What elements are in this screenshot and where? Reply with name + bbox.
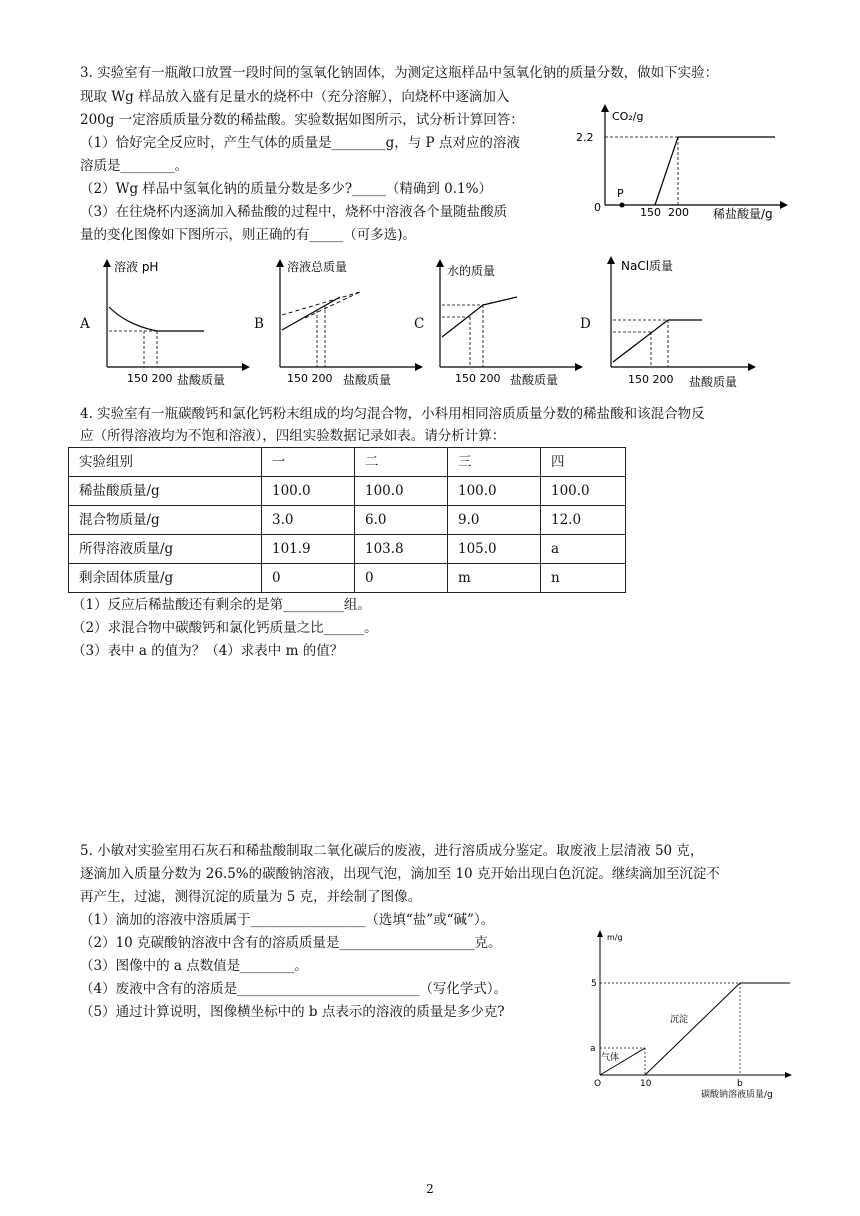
co2-x-tick-150: 150: [640, 206, 661, 219]
option-b-letter: B: [254, 316, 264, 332]
table-cell: 100.0: [541, 477, 626, 506]
option-a-letter: A: [80, 316, 90, 332]
precip-x-tick-10: 10: [640, 1079, 652, 1089]
table-cell: 100.0: [355, 477, 448, 506]
option-c-ticks: 150 200: [455, 372, 501, 385]
table-cell: 四: [541, 448, 626, 477]
q3-line1: 3. 实验室有一瓶敞口放置一段时间的氢氧化钠固体，为测定这瓶样品中氢氧化钠的质量分数，做如下实验：: [80, 65, 719, 81]
table-cell: 一: [262, 448, 355, 477]
table-cell: 所得溶液质量/g: [69, 535, 262, 564]
option-c-letter: C: [414, 316, 425, 332]
table-cell: m: [448, 564, 541, 593]
option-b-graph: [265, 255, 425, 390]
table-cell: n: [541, 564, 626, 593]
precipitate-graph: [585, 925, 805, 1100]
q5-line2: 逐滴加入质量分数为 26.5%的碳酸钠溶液，出现气泡，滴加至 10 克开始出现白色沉淀。继续滴加至沉淀不: [80, 866, 720, 882]
table-cell: 3.0: [262, 506, 355, 535]
table-cell: 101.9: [262, 535, 355, 564]
q4-line2: 应（所得溶液均为不饱和溶液），四组实验数据记录如表。请分析计算：: [80, 428, 506, 444]
co2-x-label: 稀盐酸量/g: [713, 207, 773, 221]
option-a-y-label: 溶液 pH: [114, 260, 159, 274]
table-cell: 剩余固体质量/g: [69, 564, 262, 593]
table-cell: 100.0: [262, 477, 355, 506]
table-cell: a: [541, 535, 626, 564]
table-cell: 100.0: [448, 477, 541, 506]
table-row: [69, 448, 626, 477]
precip-gas-label: 气体: [601, 1053, 620, 1063]
table-cell: 6.0: [355, 506, 448, 535]
precip-y-label: m/g: [607, 933, 623, 942]
table-cell: 0: [355, 564, 448, 593]
q4-sub2: （2）求混合物中碳酸钙和氯化钙质量之比______。: [72, 620, 378, 636]
table-row: [69, 477, 626, 506]
precip-x-tick-b: b: [737, 1079, 743, 1089]
table-cell: 二: [355, 448, 448, 477]
table-row: [69, 535, 626, 564]
table-cell: 12.0: [541, 506, 626, 535]
q3-line4: （1）恰好完全反应时，产生气体的质量是________g，与 P 点对应的溶液: [80, 135, 520, 151]
q5-line3: 再产生，过滤，测得沉淀的质量为 5 克，并绘制了图像。: [80, 889, 422, 905]
q4-line1: 4. 实验室有一瓶碳酸钙和氯化钙粉末组成的均匀混合物，小科用相同溶质质量分数的稀盐酸和该混合物反: [80, 406, 705, 422]
table-cell: 0: [262, 564, 355, 593]
q5-sub4: （4）废液中含有的溶质是___________________________（写化学式）。: [80, 981, 508, 997]
precip-origin: O: [594, 1079, 602, 1089]
q3-line5: 溶质是________。: [80, 158, 188, 174]
precip-precip-label: 沉淀: [670, 1015, 689, 1025]
co2-x-tick-200: 200: [668, 206, 689, 219]
precip-x-label: 碳酸钠溶液质量/g: [701, 1090, 773, 1100]
p-point: [620, 203, 625, 208]
table-cell: 混合物质量/g: [69, 506, 262, 535]
option-a-x-label: 盐酸质量: [177, 373, 226, 387]
option-d-ticks: 150 200: [628, 373, 674, 386]
option-b-x-label: 盐酸质量: [343, 373, 392, 387]
co2-graph: [570, 100, 790, 225]
table-cell: 稀盐酸质量/g: [69, 477, 262, 506]
option-c-x-label: 盐酸质量: [510, 373, 559, 387]
q4-data-table: [68, 447, 626, 593]
table-cell: 105.0: [448, 535, 541, 564]
q3-line3: 200g 一定溶质质量分数的稀盐酸。实验数据如图所示，试分析计算回答：: [80, 112, 524, 128]
page-number: 2: [426, 1182, 434, 1196]
q3-line7: （3）在往烧杯内逐滴加入稀盐酸的过程中，烧杯中溶液各个量随盐酸质: [80, 204, 508, 220]
co2-y-label: CO₂/g: [612, 110, 644, 123]
option-d-y-label: NaCl质量: [621, 259, 674, 273]
option-c-y-label: 水的质量: [447, 264, 496, 278]
q3-line8: 量的变化图像如下图所示，则正确的有_____（可多选)。: [80, 227, 417, 243]
precip-y-tick-a: a: [590, 1044, 596, 1054]
option-d-x-label: 盐酸质量: [689, 375, 738, 389]
option-d-letter: D: [580, 316, 591, 332]
p-label: P: [617, 187, 624, 200]
co2-origin: 0: [594, 201, 601, 214]
option-a-graph: [92, 255, 252, 390]
table-cell: 实验组别: [69, 448, 262, 477]
table-cell: 9.0: [448, 506, 541, 535]
q5-sub2: （2）10 克碳酸钠溶液中含有的溶质质量是____________________克。: [80, 935, 502, 951]
table-cell: 三: [448, 448, 541, 477]
option-b-y-label: 溶液总质量: [287, 260, 348, 274]
q3-line2: 现取 Wg 样品放入盛有足量水的烧杯中（充分溶解），向烧杯中逐滴加入: [80, 89, 510, 105]
q4-sub1: （1）反应后稀盐酸还有剩余的是第_________组。: [72, 597, 371, 613]
option-c-graph: [425, 255, 585, 390]
q3-line6: （2）Wg 样品中氢氧化钠的质量分数是多少?_____（精确到 0.1%）: [80, 181, 492, 197]
q5-sub5: （5）通过计算说明，图像横坐标中的 b 点表示的溶液的质量是多少克?: [80, 1004, 505, 1020]
q4-sub3: （3）表中 a 的值为？（4）求表中 m 的值？: [72, 643, 344, 659]
option-d-graph: [596, 252, 761, 392]
table-row: [69, 564, 626, 593]
table-row: [69, 506, 626, 535]
precip-y-tick-5: 5: [591, 979, 597, 989]
q5-sub1: （1）滴加的溶液中溶质属于_________________（选填“盐”或“碱”）。: [80, 912, 495, 928]
q5-line1: 5. 小敏对实验室用石灰石和稀盐酸制取二氧化碳后的废液，进行溶质成分鉴定。取废液上层清液 50 克，: [80, 843, 704, 859]
co2-y-tick: 2.2: [576, 131, 594, 144]
option-b-ticks: 150 200: [287, 372, 333, 385]
option-a-ticks: 150 200: [127, 372, 173, 385]
q5-sub3: （3）图像中的 a 点数值是________。: [80, 958, 308, 974]
table-cell: 103.8: [355, 535, 448, 564]
